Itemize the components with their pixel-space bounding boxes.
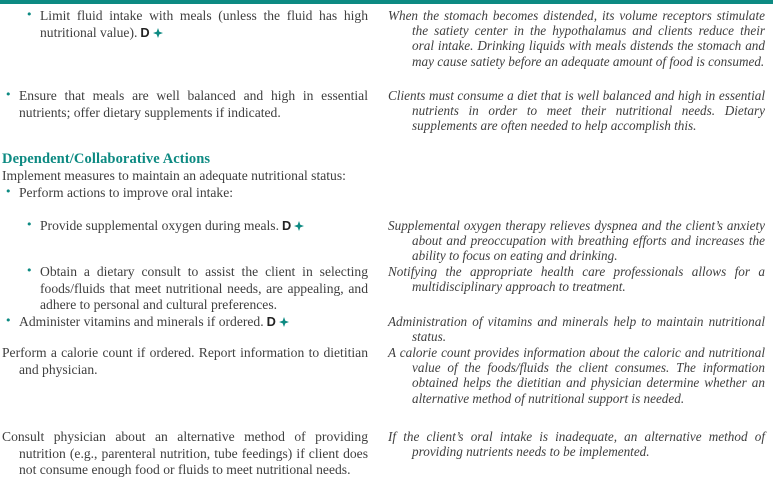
intervention-text: Limit fluid intake with meals (unless the fluid has high nutritional value).	[40, 8, 368, 40]
rationale-text: When the stomach becomes distended, its volume receptors stimulate the satiety center in the hypothalamus and clients reduce their oral intake. Drinking liquids with meals distends the stomach and may cause satiety before an adequate amount of food is consumed.	[388, 8, 765, 69]
table-row	[2, 429, 765, 479]
rationale-cell	[388, 88, 765, 134]
table-row	[2, 8, 765, 88]
rationale-cell	[388, 314, 765, 344]
intervention-item	[2, 314, 368, 332]
rationale-cell	[388, 429, 765, 459]
intervention-text: Obtain a dietary consult to assist the client in selecting foods/fluids that meet nutritional needs, are appealing, and adhere to personal and cultural preferences.	[40, 264, 368, 312]
delegatable-marker: D	[140, 24, 150, 40]
table-row	[2, 88, 765, 150]
diamond-icon	[279, 315, 289, 332]
rationale-cell	[388, 264, 765, 294]
diamond-icon	[153, 26, 163, 43]
rationale-text: Clients must consume a diet that is well balanced and high in essential nutrients in order to meet their nutritional needs. Dietary supplements are often needed to help accomplish this.	[388, 88, 765, 134]
rationale-text: If the client’s oral intake is inadequate, an alternative method of providing nutrients needs to be implemented.	[388, 429, 765, 460]
section-heading: Dependent/Collaborative Actions	[2, 151, 211, 167]
table-row	[2, 264, 765, 314]
intervention-cell	[2, 88, 368, 121]
intervention-item	[2, 218, 368, 236]
bullet-icon: •	[26, 8, 33, 21]
diamond-icon	[294, 219, 304, 236]
intervention-item	[2, 185, 368, 202]
intervention-cell	[2, 218, 368, 236]
intervention-text: Perform actions to improve oral intake:	[19, 184, 234, 200]
bullet-icon: •	[26, 264, 33, 277]
intervention-cell	[2, 429, 368, 479]
intervention-cell	[2, 314, 368, 332]
bullet-icon: •	[5, 314, 12, 327]
intervention-text: Ensure that meals are well balanced and high in essential nutrients; offer dietary supplements if indicated.	[19, 88, 368, 120]
intervention-item	[2, 8, 368, 42]
delegatable-marker: D	[266, 314, 276, 329]
intervention-text: Provide supplemental oxygen during meals.	[40, 218, 279, 233]
table-row	[2, 218, 765, 264]
intervention-cell	[2, 8, 368, 42]
intervention-item	[2, 88, 368, 121]
intervention-item	[2, 264, 368, 314]
intervention-text: Implement measures to maintain an adequate nutritional status:	[2, 168, 346, 183]
intervention-cell	[2, 264, 368, 314]
rationale-text: Supplemental oxygen therapy relieves dyspnea and the client’s anxiety about and preoccupation with breathing efforts and increases the ability to focus on eating and drinking.	[388, 218, 765, 264]
intervention-text: Consult physician about an alternative method of providing nutrition (e.g., parenteral nutrition, tube feedings) if client does not consume enough food or fluids to meet nutritional needs.	[2, 429, 368, 477]
care-plan-table	[0, 4, 773, 479]
intervention-cell	[2, 345, 368, 378]
rationale-cell	[388, 8, 765, 69]
bullet-icon: •	[26, 218, 33, 231]
rationale-cell	[388, 345, 765, 406]
table-row	[2, 150, 765, 218]
rationale-text: A calorie count provides information about the caloric and nutritional value of the foods/fluids the client consumes. The information obtained helps the dietitian and physician determine whether an alternative method of nutritional support is needed.	[388, 345, 765, 406]
bullet-icon: •	[5, 88, 12, 101]
rationale-text: Notifying the appropriate health care professionals allows for a multidisciplinary approach to treatment.	[388, 264, 765, 295]
delegatable-marker: D	[281, 218, 292, 233]
rationale-cell	[388, 218, 765, 264]
intervention-text: Administer vitamins and minerals if ordered.	[19, 314, 264, 329]
intervention-text: Perform a calorie count if ordered. Report information to dietitian and physician.	[2, 345, 368, 377]
table-row	[2, 345, 765, 429]
intervention-cell	[2, 150, 368, 201]
bullet-icon: •	[5, 184, 12, 198]
rationale-text: Administration of vitamins and minerals help to maintain nutritional status.	[388, 314, 765, 345]
table-row	[2, 314, 765, 345]
